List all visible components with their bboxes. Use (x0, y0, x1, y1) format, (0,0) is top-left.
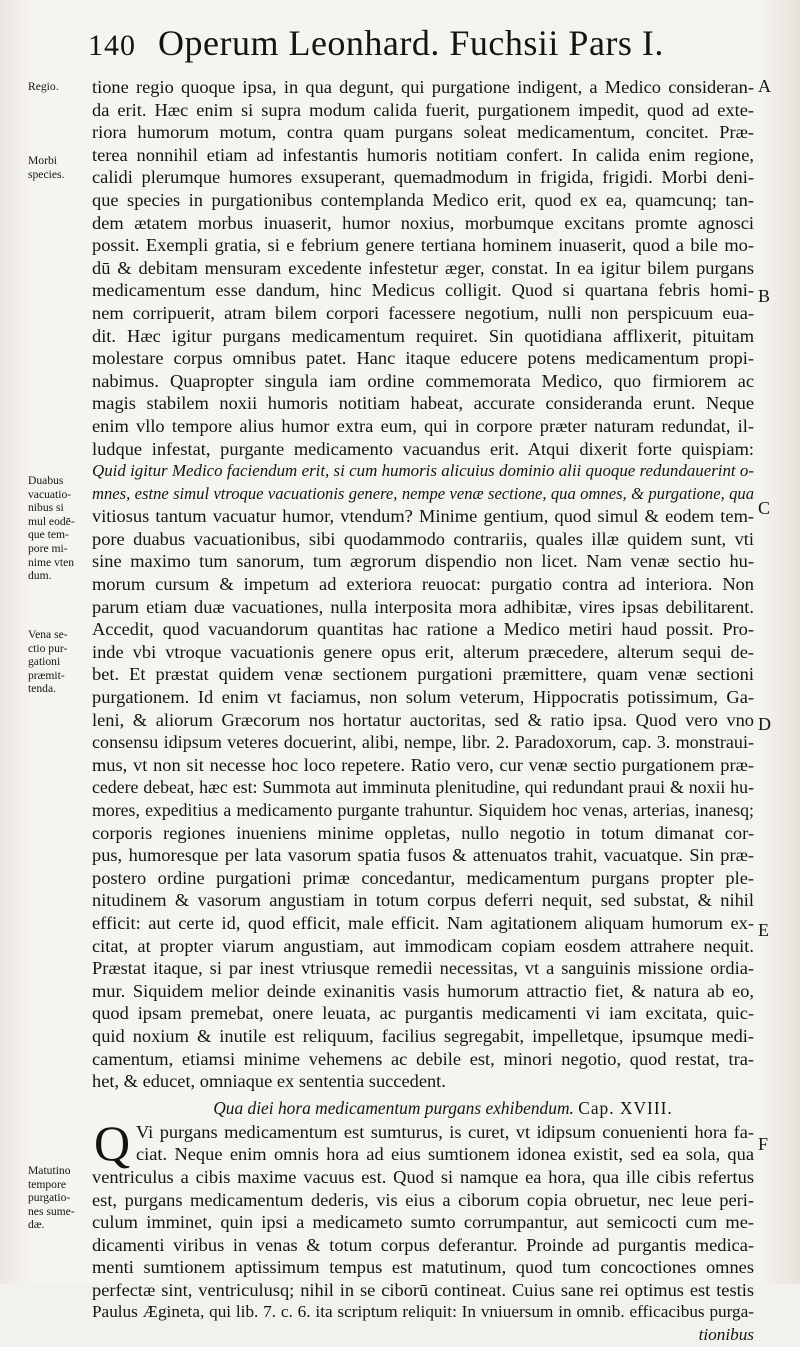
text-line: ciat. Neque enim omnis hora ad eius sumtionem idonea existit, sed ea sola, qua (136, 1144, 754, 1165)
text-line: quid noxium & inutile est reliquum, facilius segregabit, impelletque, ipsumque medi- (92, 1025, 754, 1046)
text-line: citat, at propter viarum angustiam, aut immodicam copiam eosdem attrahere nequit. (92, 935, 754, 956)
margin-note-vena-sectio: Vena se- ctio pur- gationi præmit- tenda. (28, 628, 68, 696)
body-paragraphs (92, 76, 754, 1093)
text-line: magis stabilem noxii humoris notitiam habeat, accurate consideranda erunt. Neque (92, 393, 754, 414)
chapter-lines (92, 1114, 754, 1347)
text-line: est, purgans medicamentum dederis, vis eius a ciborum copia obruetur, nec leue peri- (92, 1189, 754, 1210)
text-line: consensu idipsum veteres docuerint, alibi, nempe, libr. 2. Paradoxorum, cap. 3. monstraui- (92, 732, 754, 753)
margin-note-matutino-tempore: Matutino tempore purgatio- nes sume- dæ. (28, 1164, 75, 1232)
chapter-title: Qua diei hora medicamentum purgans exhibendum. (213, 1097, 574, 1118)
text-line: corporis regiones inueniens minime oppletas, nullo negotio in totum dimanat cor- (92, 822, 754, 843)
page-header (88, 22, 728, 72)
main-text-column (92, 76, 754, 1347)
text-line: mores, expeditius a medicamento purgante trahuntur. Siquidem hoc venas, arterias, inanesq; (92, 800, 754, 820)
text-line: bet. Et præstat quidem venæ sectionem purgationi præmittere, quam venæ sectioni (92, 664, 754, 685)
text-line: da erit. Hæc enim si supra modum calida fuerit, purgationem impedit, quod ad exte- (92, 99, 754, 120)
text-line: Paulus Æginеta, qui lib. 7. c. 6. ita scriptum reliquit: In vniuersum in omnib. efficacibus purga- (92, 1302, 754, 1322)
text-line: possit. Exempli gratia, si e febrium genere tertiana hominem inuaserit, quod a bile mo- (92, 235, 754, 256)
text-line: medicamentum esse dandum, hinc Medicus colligit. Quod si quartana febris homi- (92, 280, 754, 301)
section-marker-f: F (758, 1134, 769, 1154)
text-line: dicamenti viribus in venas & totum corpus deferantur. Proinde ad purgantis medica- (92, 1234, 754, 1255)
margin-note-morbi-species: Morbi species. (28, 154, 65, 181)
text-line: calidi plerumque humores exsuperant, quemadmodum in frigida, frigidi. Morbi deni- (92, 167, 754, 188)
text-line: terea nonnihil etiam ad infestantis humoris notitiam confert. In calida enim regione, (92, 144, 754, 165)
drop-cap-initial: Q (94, 1114, 131, 1171)
text-line: nitudinem & vasorum angustiam in totum corpus deferri nequit, sed substat, & nihil (92, 890, 754, 911)
text-line: ludque infestat, purgante medicamento vacuandus erit. Atqui dixerit forte quispiam: (92, 438, 754, 459)
text-line: Accedit, quod vacuandorum quantitas hac ratione a Medico metiri haud possit. Pro- (92, 619, 754, 640)
section-marker-b: B (758, 286, 771, 306)
text-line: perfectæ sint, ventriculusq; nihil in se ciborū contineat. Cuius sane rei optimus est testis (92, 1279, 754, 1300)
text-line: efficit: aut certe id, quod efficit, male efficit. Nam agitationem aliquam humorum ex- (92, 912, 754, 933)
text-line: ventriculus a cibis maxime vacuus est. Quod si namque ea hora, qua ille cibis refertus (92, 1166, 754, 1187)
chapter-heading (92, 1093, 754, 1121)
text-line: Quid igitur Medico faciendum erit, si cum humoris alicuius dominio alii quoque redundauerint o- (92, 461, 754, 481)
text-line: sine maximo tum sanorum, tum ægrorum dispendio non licet. Nam venæ sectio hu- (92, 551, 754, 572)
section-marker-e: E (758, 920, 769, 940)
text-line: nem corripuerit, atram bilem corpori facessere negotium, nulli non perspicuum eua- (92, 302, 754, 323)
text-line: enim vllo tempore alius humor extra eum, qui in corpore præter naturam redundat, il- (92, 415, 754, 436)
text-line: Vi purgans medicamentum est sumturus, is curet, vt idipsum conuenienti hora fa- (136, 1121, 754, 1142)
text-line: Præstat itaque, si par inest vtriusque remedii necessitas, vt a sanguinis missione ordia- (92, 958, 754, 979)
text-line: culum imminet, quin ipsi a medicameto sumto corrumpantur, aut semicocti cum me- (92, 1212, 754, 1233)
text-line: nabimus. Quapropter singula iam ordine commemorata Medico, quo firmiorem ac (92, 370, 754, 391)
page-number: 140 (88, 29, 136, 62)
text-line: dit. Hæc igitur purgans medicamentum requiret. Sin quotidiana afflixerit, pituitam (92, 325, 754, 346)
text-line: cedere debeat, hæc est: Summota aut imminuta plenitudine, qui redundant praui & noxii hu- (92, 777, 754, 798)
text-line: purgationem. Id enim vt faciamus, non solum veterum, Hippocratis potissimum, Ga- (92, 687, 754, 708)
margin-note-regio: Regio. (28, 80, 59, 93)
text-line: quod ipsam premebat, onere leuata, ac purgantis medicamenti vi iam excitata, quic- (92, 1003, 754, 1024)
text-line: pus, humoresque per lata vasorum spatia fusos & attenuatos trahit, vacuatque. Sin præ- (92, 845, 754, 866)
text-line: morum cursum & impetum ad exteriora reuocat: purgatio contra ad interiora. Non (92, 574, 754, 595)
text-line: tione regio quoque ipsa, in qua degunt, qui purgatione indigent, a Medico consideran- (92, 77, 754, 97)
section-marker-d: D (758, 714, 771, 734)
text-line: dem ætatem morbus inuaserit, humor noxius, morbumque excitans promte agnosci (92, 212, 754, 233)
text-line: inde vbi vtroque vacuationis genere opus erit, alterum præcedere, alterum sequi de- (92, 641, 754, 662)
text-line: mnes, estne simul vtroque vacuationis genere, nempe venæ sectione, qua omnes, & purgatione, qua (92, 483, 754, 503)
text-line: pore duabus vacuationibus, sibi quodammodo contrariis, quales illæ quidem sunt, vti (92, 528, 754, 549)
text-line: mur. Siquidem melior deinde exinanitis vasis humorum attractio fiet, & natura ab eo, (92, 980, 754, 1001)
text-line: vitiosus tantum vacuatur humor, vtendum? Minime gentium, quod simul & eodem tem- (92, 506, 754, 527)
text-line: het, & educet, omniaque ex sententia succedent. (92, 1071, 446, 1092)
text-line: riora humorum motum, contra quam purgans soleat medicamentum, concitet. Præ- (92, 122, 754, 143)
text-line: tionibus (698, 1325, 754, 1345)
text-line: parum etiam duæ vacuationes, nulla interposita mora adhibitæ, vires ipsas debilitarent. (92, 596, 754, 617)
section-marker-a: A (758, 76, 771, 96)
text-line: dū & debitam mensuram excedente infestetur æger, constat. In ea igitur bilem purgans (92, 257, 754, 278)
chapter-paragraph (92, 1114, 754, 1347)
chapter-number: Cap. XVIII. (578, 1097, 673, 1118)
text-line: menti sumtionem aptissimum tempus est matutinum, quod tum concoctiones omnes (92, 1257, 754, 1278)
text-line: que species in purgationibus contemplanda Medico erit, quod ex ea, quamcunq; tan- (92, 189, 754, 210)
margin-note-duabus-vacuationibus: Duabus vacuatio- nibus si mul eodē- que tem- pore mi- nime vten dum. (28, 474, 75, 583)
text-line: molestare corpus omnibus patet. Hanc itaque educere potens medicamentum propi- (92, 348, 754, 369)
text-line: postero ordine purgationi primæ concedantur, medicamentum purgans propter ple- (92, 867, 754, 888)
text-line: camentum, etiamsi minime vehemens ac debile est, minori negotio, quod restat, tra- (92, 1048, 754, 1069)
running-head: Operum Leonhard. Fuchsii Pars I. (158, 23, 664, 63)
text-line: leni, & aliorum Græcorum nos hortatur auctoritas, sed & ratio ipsa. Quod vero vno (92, 709, 754, 730)
text-line: mus, vt non sit necesse hoc loco repetere. Ratio vero, cur venæ sectio purgationem præ- (92, 754, 754, 775)
section-marker-c: C (758, 498, 771, 518)
